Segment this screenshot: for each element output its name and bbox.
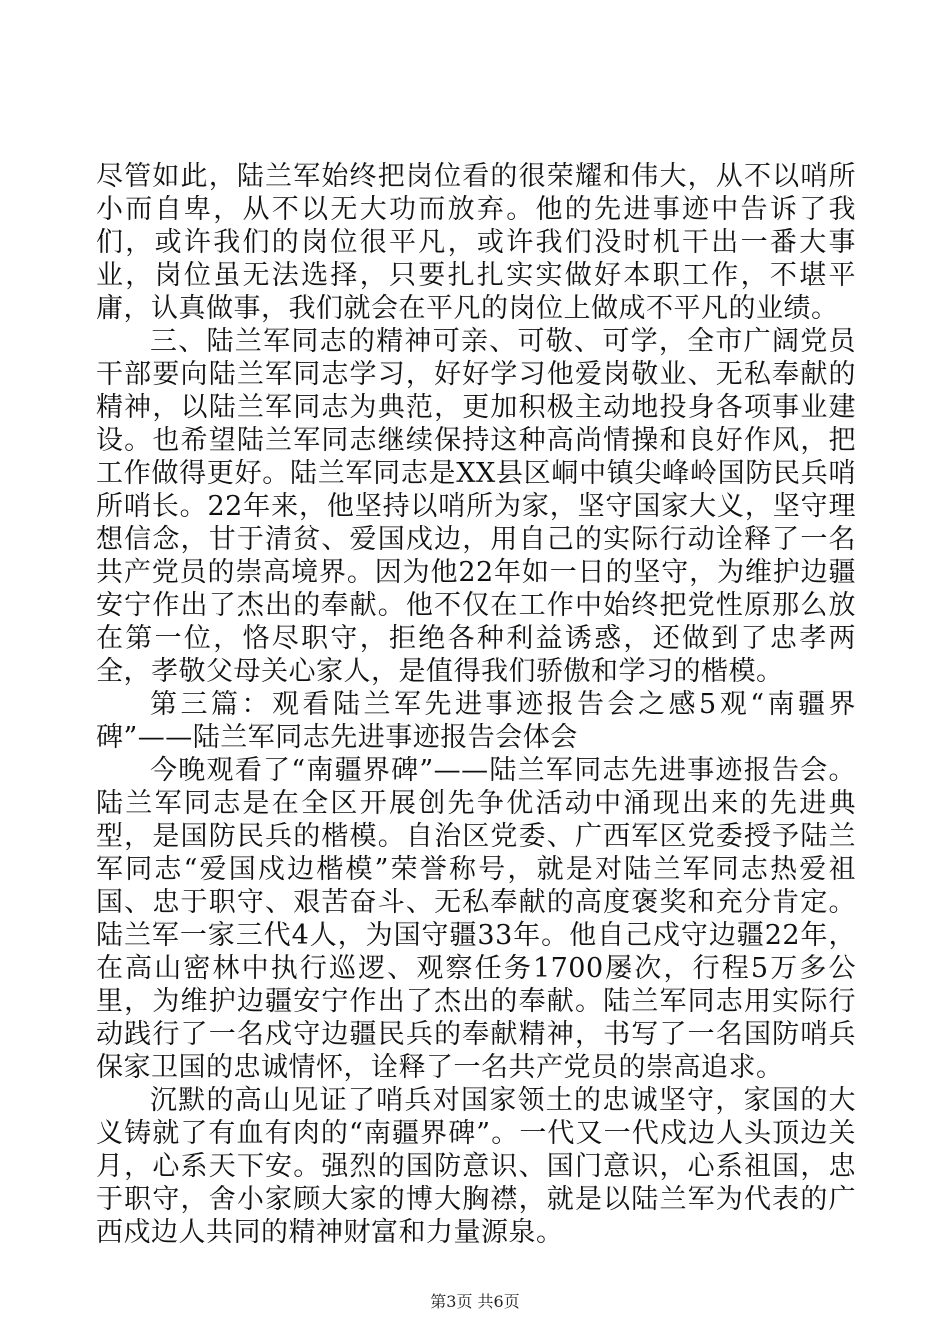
- page-footer: 第3页 共6页: [430, 1292, 520, 1311]
- paragraph-section-three: 三、陆兰军同志的精神可亲、可敬、可学，全市广阔党员干部要向陆兰军同志学习，好好学习他爱岗敬业、无私奉献的精神，以陆兰军同志为典范，更加积极主动地投身各项事业建设。也希望陆兰军同志继续保持这种高尚情操和良好作风，把工作做得更好。陆兰军同志是XX县区峒中镇尖峰岭国防民兵哨所哨长。22年来，他坚持以哨所为家，坚守国家大义，坚守理想信念，甘于清贫、爱国戍边，用自己的实际行动诠释了一名共产党员的崇高境界。因为他22年如一日的坚守，为维护边疆安宁作出了杰出的奉献。他不仅在工作中始终把党性原那么放在第一位，恪尽职守，拒绝各种利益诱惑，还做到了忠孝两全，孝敬父母关心家人，是值得我们骄傲和学习的楷模。: [96, 326, 856, 687]
- document-body: [96, 160, 856, 1249]
- paragraph-continuation: 尽管如此，陆兰军始终把岗位看的很荣耀和伟大，从不以哨所小而自卑，从不以无大功而放弃。他的先进事迹中告诉了我们，或许我们的岗位很平凡，或许我们没时机干出一番大事业，岗位虽无法选择，只要扎扎实实做好本职工作，不堪平庸，认真做事，我们就会在平凡的岗位上做成不平凡的业绩。: [96, 161, 856, 324]
- paragraph-border-monument: 沉默的高山见证了哨兵对国家领土的忠诚坚守，家国的大义铸就了有血有肉的“南疆界碑”。一代又一代戍边人头顶边关月，心系天下安。强烈的国防意识、国门意识，心系祖国，忠于职守，舍小家顾大家的博大胸襟，就是以陆兰军为代表的广西戍边人共同的精神财富和力量源泉。: [96, 1085, 856, 1248]
- paragraph-chapter-heading: 第三篇：观看陆兰军先进事迹报告会之感5观“南疆界碑”——陆兰军同志先进事迹报告会体会: [96, 689, 856, 753]
- paragraph-report-meeting: 今晚观看了“南疆界碑”——陆兰军同志先进事迹报告会。陆兰军同志是在全区开展创先争优活动中涌现出来的先进典型，是国防民兵的楷模。自治区党委、广西军区党委授予陆兰军同志“爱国戍边楷模”荣誉称号，就是对陆兰军同志热爱祖国、忠于职守、艰苦奋斗、无私奉献的高度褒奖和充分肯定。陆兰军一家三代4人，为国守疆33年。他自己戍守边疆22年，在高山密林中执行巡逻、观察任务1700屡次，行程5万多公里，为维护边疆安宁作出了杰出的奉献。陆兰军同志用实际行动践行了一名戍守边疆民兵的奉献精神，书写了一名国防哨兵保家卫国的忠诚情怀，诠释了一名共产党员的崇高追求。: [96, 755, 856, 1083]
